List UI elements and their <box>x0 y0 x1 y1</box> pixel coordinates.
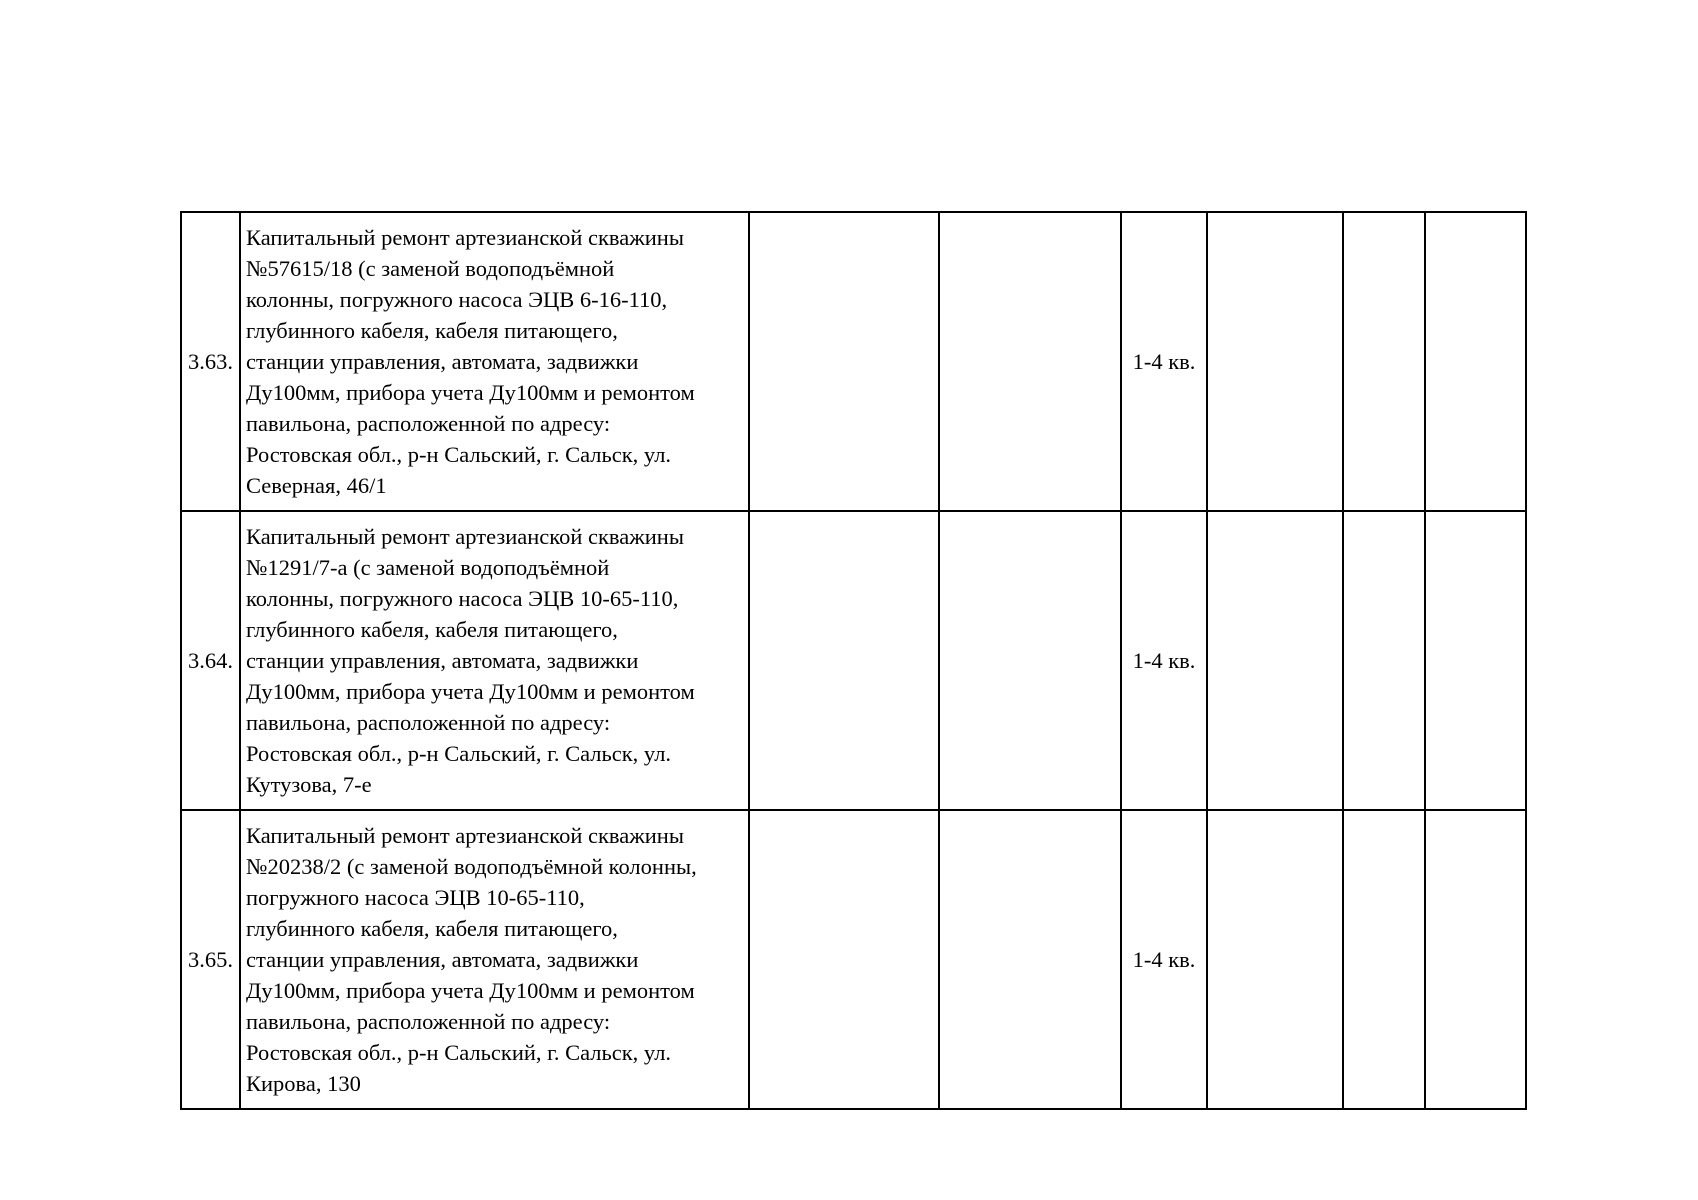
empty-cell <box>749 212 939 511</box>
description-line: Капитальный ремонт артезианской скважины <box>246 225 684 250</box>
description-line: колонны, погружного насоса ЭЦВ 10-65-110, <box>246 586 679 611</box>
description-line: станции управления, автомата, задвижки <box>246 349 639 374</box>
description-line: глубинного кабеля, кабеля питающего, <box>246 617 618 642</box>
empty-cell <box>1425 212 1526 511</box>
empty-cell <box>1425 511 1526 810</box>
description-line: Кирова, 130 <box>246 1071 361 1096</box>
period-cell: 1-4 кв. <box>1121 212 1207 511</box>
period-cell: 1-4 кв. <box>1121 810 1207 1109</box>
work-description <box>240 212 749 511</box>
row-number: 3.64. <box>181 511 240 810</box>
description-line: павильона, расположенной по адресу: <box>246 411 611 436</box>
table-row <box>181 212 1526 511</box>
row-number: 3.65. <box>181 810 240 1109</box>
description-line: Капитальный ремонт артезианской скважины <box>246 823 684 848</box>
empty-cell <box>749 511 939 810</box>
description-line: Ду100мм, прибора учета Ду100мм и ремонтом <box>246 679 695 704</box>
empty-cell <box>1343 212 1425 511</box>
table-row <box>181 511 1526 810</box>
description-line: Кутузова, 7-е <box>246 772 372 797</box>
description-line: глубинного кабеля, кабеля питающего, <box>246 916 618 941</box>
description-line: погружного насоса ЭЦВ 10-65-110, <box>246 885 585 910</box>
description-line: Ростовская обл., р-н Сальский, г. Сальск, ул. <box>246 741 672 766</box>
period-cell: 1-4 кв. <box>1121 511 1207 810</box>
empty-cell <box>1343 810 1425 1109</box>
row-number: 3.63. <box>181 212 240 511</box>
description-line: №57615/18 (с заменой водоподъёмной <box>246 256 615 281</box>
empty-cell <box>1343 511 1425 810</box>
description-line: Северная, 46/1 <box>246 473 387 498</box>
description-line: станции управления, автомата, задвижки <box>246 648 639 673</box>
empty-cell <box>1207 511 1343 810</box>
description-line: Капитальный ремонт артезианской скважины <box>246 524 684 549</box>
description-line: №1291/7-а (с заменой водоподъёмной <box>246 555 610 580</box>
description-line: станции управления, автомата, задвижки <box>246 947 639 972</box>
description-line: №20238/2 (с заменой водоподъёмной колонны, <box>246 854 697 879</box>
description-line: Ду100мм, прибора учета Ду100мм и ремонтом <box>246 380 695 405</box>
empty-cell <box>939 212 1121 511</box>
empty-cell <box>1425 810 1526 1109</box>
empty-cell <box>1207 212 1343 511</box>
empty-cell <box>939 511 1121 810</box>
description-line: Ростовская обл., р-н Сальский, г. Сальск, ул. <box>246 442 672 467</box>
empty-cell <box>749 810 939 1109</box>
empty-cell <box>939 810 1121 1109</box>
description-line: павильона, расположенной по адресу: <box>246 1009 611 1034</box>
description-line: Ростовская обл., р-н Сальский, г. Сальск, ул. <box>246 1040 672 1065</box>
description-line: глубинного кабеля, кабеля питающего, <box>246 318 618 343</box>
table-row <box>181 810 1526 1109</box>
work-description <box>240 511 749 810</box>
empty-cell <box>1207 810 1343 1109</box>
description-line: колонны, погружного насоса ЭЦВ 6-16-110, <box>246 287 668 312</box>
description-line: павильона, расположенной по адресу: <box>246 710 611 735</box>
description-line: Ду100мм, прибора учета Ду100мм и ремонтом <box>246 978 695 1003</box>
works-table <box>180 211 1527 1110</box>
work-description <box>240 810 749 1109</box>
